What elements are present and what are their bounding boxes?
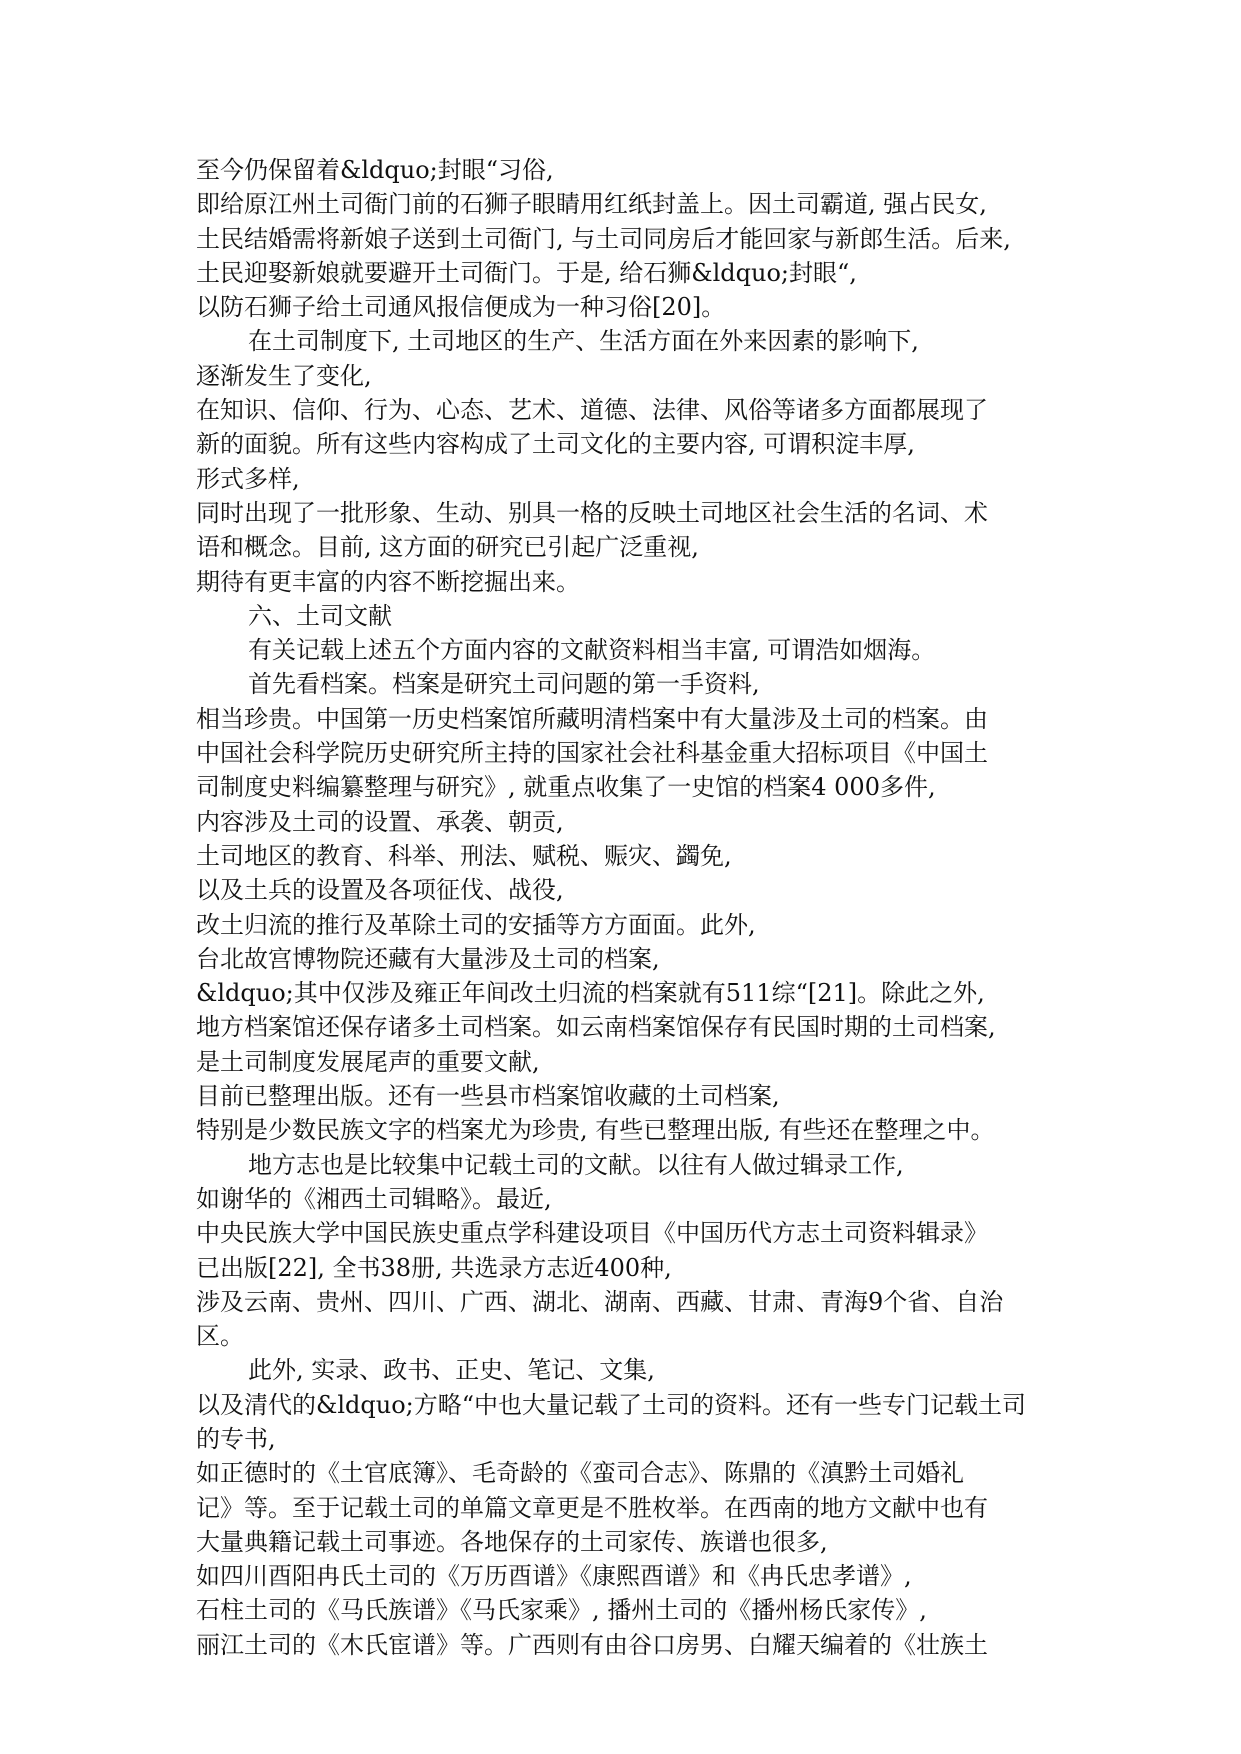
text-line: 丽江土司的《木氏宦谱》等。广西则有由谷口房男、白耀天编着的《壮族土 xyxy=(196,1630,988,1659)
text-line: 同时出现了一批形象、生动、别具一格的反映土司地区社会生活的名词、术 xyxy=(196,498,988,527)
text-line: 逐渐发生了变化, xyxy=(196,361,372,390)
text-line: 土民迎娶新娘就要避开土司衙门。于是, 给石狮&ldquo;封眼“, xyxy=(196,258,857,287)
body-text xyxy=(196,153,1056,1662)
text-line: 目前已整理出版。还有一些县市档案馆收藏的土司档案, xyxy=(196,1082,780,1111)
text-line: 的专书, xyxy=(196,1424,276,1453)
text-line: 大量典籍记载土司事迹。各地保存的土司家传、族谱也很多, xyxy=(196,1527,828,1556)
text-line: 石柱土司的《马氏族谱》《马氏家乘》, 播州土司的《播州杨氏家传》, xyxy=(196,1596,927,1625)
text-line: 六、土司文献 xyxy=(248,601,392,630)
text-line: 改土归流的推行及革除土司的安插等方方面面。此外, xyxy=(196,910,756,939)
text-line: 涉及云南、贵州、四川、广西、湖北、湖南、西藏、甘肃、青海9个省、自治 xyxy=(196,1287,1004,1316)
text-line: 新的面貌。所有这些内容构成了土司文化的主要内容, 可谓积淀丰厚, xyxy=(196,430,915,459)
text-line: 相当珍贵。中国第一历史档案馆所藏明清档案中有大量涉及土司的档案。由 xyxy=(196,704,988,733)
text-line: 中央民族大学中国民族史重点学科建设项目《中国历代方志土司资料辑录》 xyxy=(196,1219,988,1248)
text-line: 语和概念。目前, 这方面的研究已引起广泛重视, xyxy=(196,533,699,562)
text-line: 土民结婚需将新娘子送到土司衙门, 与土司同房后才能回家与新郎生活。后来, xyxy=(196,224,1011,253)
text-line: 至今仍保留着&ldquo;封眼“习俗, xyxy=(196,156,554,184)
text-line: 以及清代的&ldquo;方略“中也大量记载了土司的资料。还有一些专门记载土司 xyxy=(196,1390,1027,1419)
text-line: 在知识、信仰、行为、心态、艺术、道德、法律、风俗等诸多方面都展现了 xyxy=(196,396,988,425)
text-line: 地方档案馆还保存诸多土司档案。如云南档案馆保存有民国时期的土司档案, xyxy=(196,1013,996,1042)
text-line: 内容涉及土司的设置、承袭、朝贡, xyxy=(196,807,564,836)
text-line: 已出版[22], 全书38册, 共选录方志近400种, xyxy=(196,1253,672,1282)
text-line: 有关记载上述五个方面内容的文献资料相当丰富, 可谓浩如烟海。 xyxy=(248,636,936,665)
text-line: 区。 xyxy=(196,1322,244,1351)
text-line: 司制度史料编纂整理与研究》, 就重点收集了一史馆的档案4 000多件, xyxy=(196,773,936,802)
text-line: 土司地区的教育、科举、刑法、赋税、赈灾、蠲免, xyxy=(196,841,732,870)
text-line: 特别是少数民族文字的档案尤为珍贵, 有些已整理出版, 有些还在整理之中。 xyxy=(196,1116,995,1145)
text-line: 如谢华的《湘西土司辑略》。最近, xyxy=(196,1184,552,1213)
text-line: 如正德时的《土官底簿》、毛奇龄的《蛮司合志》、陈鼎的《滇黔土司婚礼 xyxy=(196,1459,964,1488)
text-line: 记》等。至于记载土司的单篇文章更是不胜枚举。在西南的地方文献中也有 xyxy=(196,1493,988,1522)
text-line: 在土司制度下, 土司地区的生产、生活方面在外来因素的影响下, xyxy=(248,327,919,356)
text-line: 台北故宫博物院还藏有大量涉及土司的档案, xyxy=(196,944,660,973)
text-line: 首先看档案。档案是研究土司问题的第一手资料, xyxy=(248,670,760,699)
text-line: 是土司制度发展尾声的重要文献, xyxy=(196,1047,540,1076)
text-line: 地方志也是比较集中记载土司的文献。以往有人做过辑录工作, xyxy=(248,1150,904,1179)
text-line: 如四川酉阳冉氏土司的《万历酉谱》《康熙酉谱》和《冉氏忠孝谱》, xyxy=(196,1562,912,1591)
text-line: 此外, 实录、政书、正史、笔记、文集, xyxy=(248,1356,655,1385)
text-line: 以防石狮子给土司通风报信便成为一种习俗[20]。 xyxy=(196,293,726,322)
text-line: &ldquo;其中仅涉及雍正年间改土归流的档案就有511综“[21]。除此之外, xyxy=(196,979,985,1008)
text-line: 期待有更丰富的内容不断挖掘出来。 xyxy=(196,567,580,596)
text-line: 形式多样, xyxy=(196,464,300,493)
text-line: 中国社会科学院历史研究所主持的国家社会社科基金重大招标项目《中国土 xyxy=(196,739,988,768)
text-line: 即给原江州土司衙门前的石狮子眼睛用红纸封盖上。因土司霸道, 强占民女, xyxy=(196,190,987,219)
text-line: 以及土兵的设置及各项征伐、战役, xyxy=(196,876,564,905)
